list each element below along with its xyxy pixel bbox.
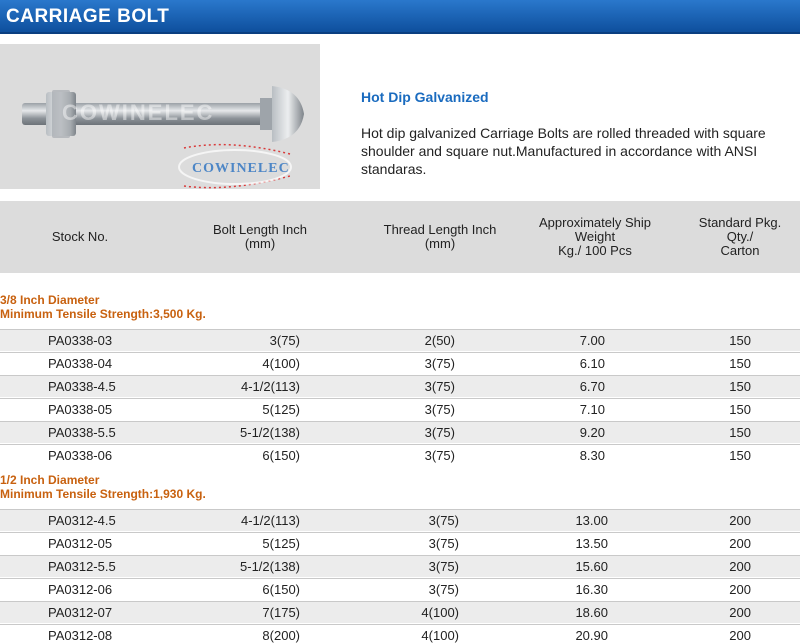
- cell-stock-no: PA0312-5.5: [48, 559, 116, 574]
- group-diameter-1-2: 1/2 Inch Diameter: [0, 473, 100, 487]
- cell-bolt-length: 6(150): [262, 582, 300, 597]
- cell-thread-length: 3(75): [424, 379, 455, 394]
- table-row: [0, 578, 800, 600]
- cell-ship-weight: 6.70: [579, 379, 605, 394]
- cell-ship-weight: 6.10: [579, 356, 605, 371]
- table-header: [0, 201, 800, 273]
- cell-thread-length: 3(75): [424, 425, 455, 440]
- photo-logo: COWINELEC: [192, 161, 290, 176]
- cell-standard-pkg: 150: [729, 379, 751, 394]
- cell-bolt-length: 4(100): [262, 356, 300, 371]
- group-diameter-3-8: 3/8 Inch Diameter: [0, 293, 100, 307]
- cell-ship-weight: 9.20: [579, 425, 605, 440]
- table-row: [0, 555, 800, 577]
- cell-thread-length: 4(100): [421, 628, 459, 643]
- cell-standard-pkg: 150: [729, 402, 751, 417]
- cell-thread-length: 3(75): [424, 402, 455, 417]
- header-standard-pkg: Standard Pkg. Qty./ Carton: [698, 215, 782, 258]
- cell-standard-pkg: 150: [729, 356, 751, 371]
- cell-stock-no: PA0338-04: [48, 356, 113, 371]
- cell-bolt-length: 5-1/2(138): [240, 559, 300, 574]
- cell-standard-pkg: 200: [729, 605, 751, 620]
- carriage-bolt-image: [0, 44, 320, 189]
- cell-stock-no: PA0338-03: [48, 333, 113, 348]
- cell-bolt-length: 4-1/2(113): [240, 379, 300, 394]
- cell-bolt-length: 7(175): [262, 605, 300, 620]
- group-strength-1-2: Minimum Tensile Strength:1,930 Kg.: [0, 487, 206, 501]
- cell-stock-no: PA0338-5.5: [48, 425, 116, 440]
- cell-stock-no: PA0312-06: [48, 582, 113, 597]
- cell-thread-length: 3(75): [428, 536, 459, 551]
- cell-stock-no: PA0338-4.5: [48, 379, 116, 394]
- cell-ship-weight: 20.90: [575, 628, 608, 643]
- cell-standard-pkg: 200: [729, 513, 751, 528]
- cell-thread-length: 3(75): [424, 448, 455, 463]
- header-stock-no: Stock No.: [51, 229, 109, 244]
- cell-stock-no: PA0312-07: [48, 605, 113, 620]
- cell-stock-no: PA0338-05: [48, 402, 113, 417]
- group-strength-3-8: Minimum Tensile Strength:3,500 Kg.: [0, 307, 206, 321]
- cell-thread-length: 3(75): [428, 582, 459, 597]
- table-row: [0, 532, 800, 554]
- header-bolt-length: Bolt Length Inch (mm): [213, 222, 307, 251]
- header-thread-length: Thread Length Inch (mm): [383, 222, 497, 251]
- header-ship-weight: Approximately Ship Weight Kg./ 100 Pcs: [539, 215, 651, 258]
- cell-ship-weight: 18.60: [575, 605, 608, 620]
- cell-thread-length: 4(100): [421, 605, 459, 620]
- cell-standard-pkg: 150: [729, 425, 751, 440]
- table-row: [0, 375, 800, 397]
- table-row: [0, 398, 800, 420]
- cell-thread-length: 3(75): [424, 356, 455, 371]
- cell-stock-no: PA0312-05: [48, 536, 113, 551]
- cell-ship-weight: 13.50: [575, 536, 608, 551]
- cell-bolt-length: 6(150): [262, 448, 300, 463]
- table-row: [0, 444, 800, 466]
- table-row: [0, 509, 800, 531]
- cell-standard-pkg: 200: [729, 559, 751, 574]
- cell-stock-no: PA0312-4.5: [48, 513, 116, 528]
- cell-standard-pkg: 200: [729, 582, 751, 597]
- cell-ship-weight: 16.30: [575, 582, 608, 597]
- table-row: [0, 352, 800, 374]
- product-description: Hot dip galvanized Carriage Bolts are rolled threaded with square shoulder and square nut.Manufactured in accordance with ANSI standaras.: [361, 125, 766, 177]
- cell-thread-length: 2(50): [424, 333, 455, 348]
- cell-bolt-length: 4-1/2(113): [240, 513, 300, 528]
- cell-stock-no: PA0312-08: [48, 628, 113, 643]
- cell-stock-no: PA0338-06: [48, 448, 113, 463]
- table-row: [0, 421, 800, 443]
- table-row: [0, 601, 800, 623]
- cell-ship-weight: 8.30: [579, 448, 605, 463]
- product-photo: [0, 44, 320, 189]
- cell-ship-weight: 13.00: [575, 513, 608, 528]
- cell-bolt-length: 8(200): [262, 628, 300, 643]
- table-row: [0, 329, 800, 351]
- cell-bolt-length: 5(125): [262, 536, 300, 551]
- table-row: [0, 624, 800, 644]
- cell-bolt-length: 5-1/2(138): [240, 425, 300, 440]
- cell-standard-pkg: 150: [729, 448, 751, 463]
- cell-standard-pkg: 150: [729, 333, 751, 348]
- cell-bolt-length: 3(75): [269, 333, 300, 348]
- photo-watermark: COWINELEC: [62, 100, 215, 125]
- title-bar: [0, 0, 800, 34]
- cell-standard-pkg: 200: [729, 628, 751, 643]
- cell-ship-weight: 7.10: [579, 402, 605, 417]
- cell-bolt-length: 5(125): [262, 402, 300, 417]
- cell-ship-weight: 15.60: [575, 559, 608, 574]
- page-title: CARRIAGE BOLT: [6, 6, 170, 27]
- cell-standard-pkg: 200: [729, 536, 751, 551]
- cell-thread-length: 3(75): [428, 513, 459, 528]
- cell-ship-weight: 7.00: [579, 333, 605, 348]
- product-heading: Hot Dip Galvanized: [361, 89, 489, 105]
- cell-thread-length: 3(75): [428, 559, 459, 574]
